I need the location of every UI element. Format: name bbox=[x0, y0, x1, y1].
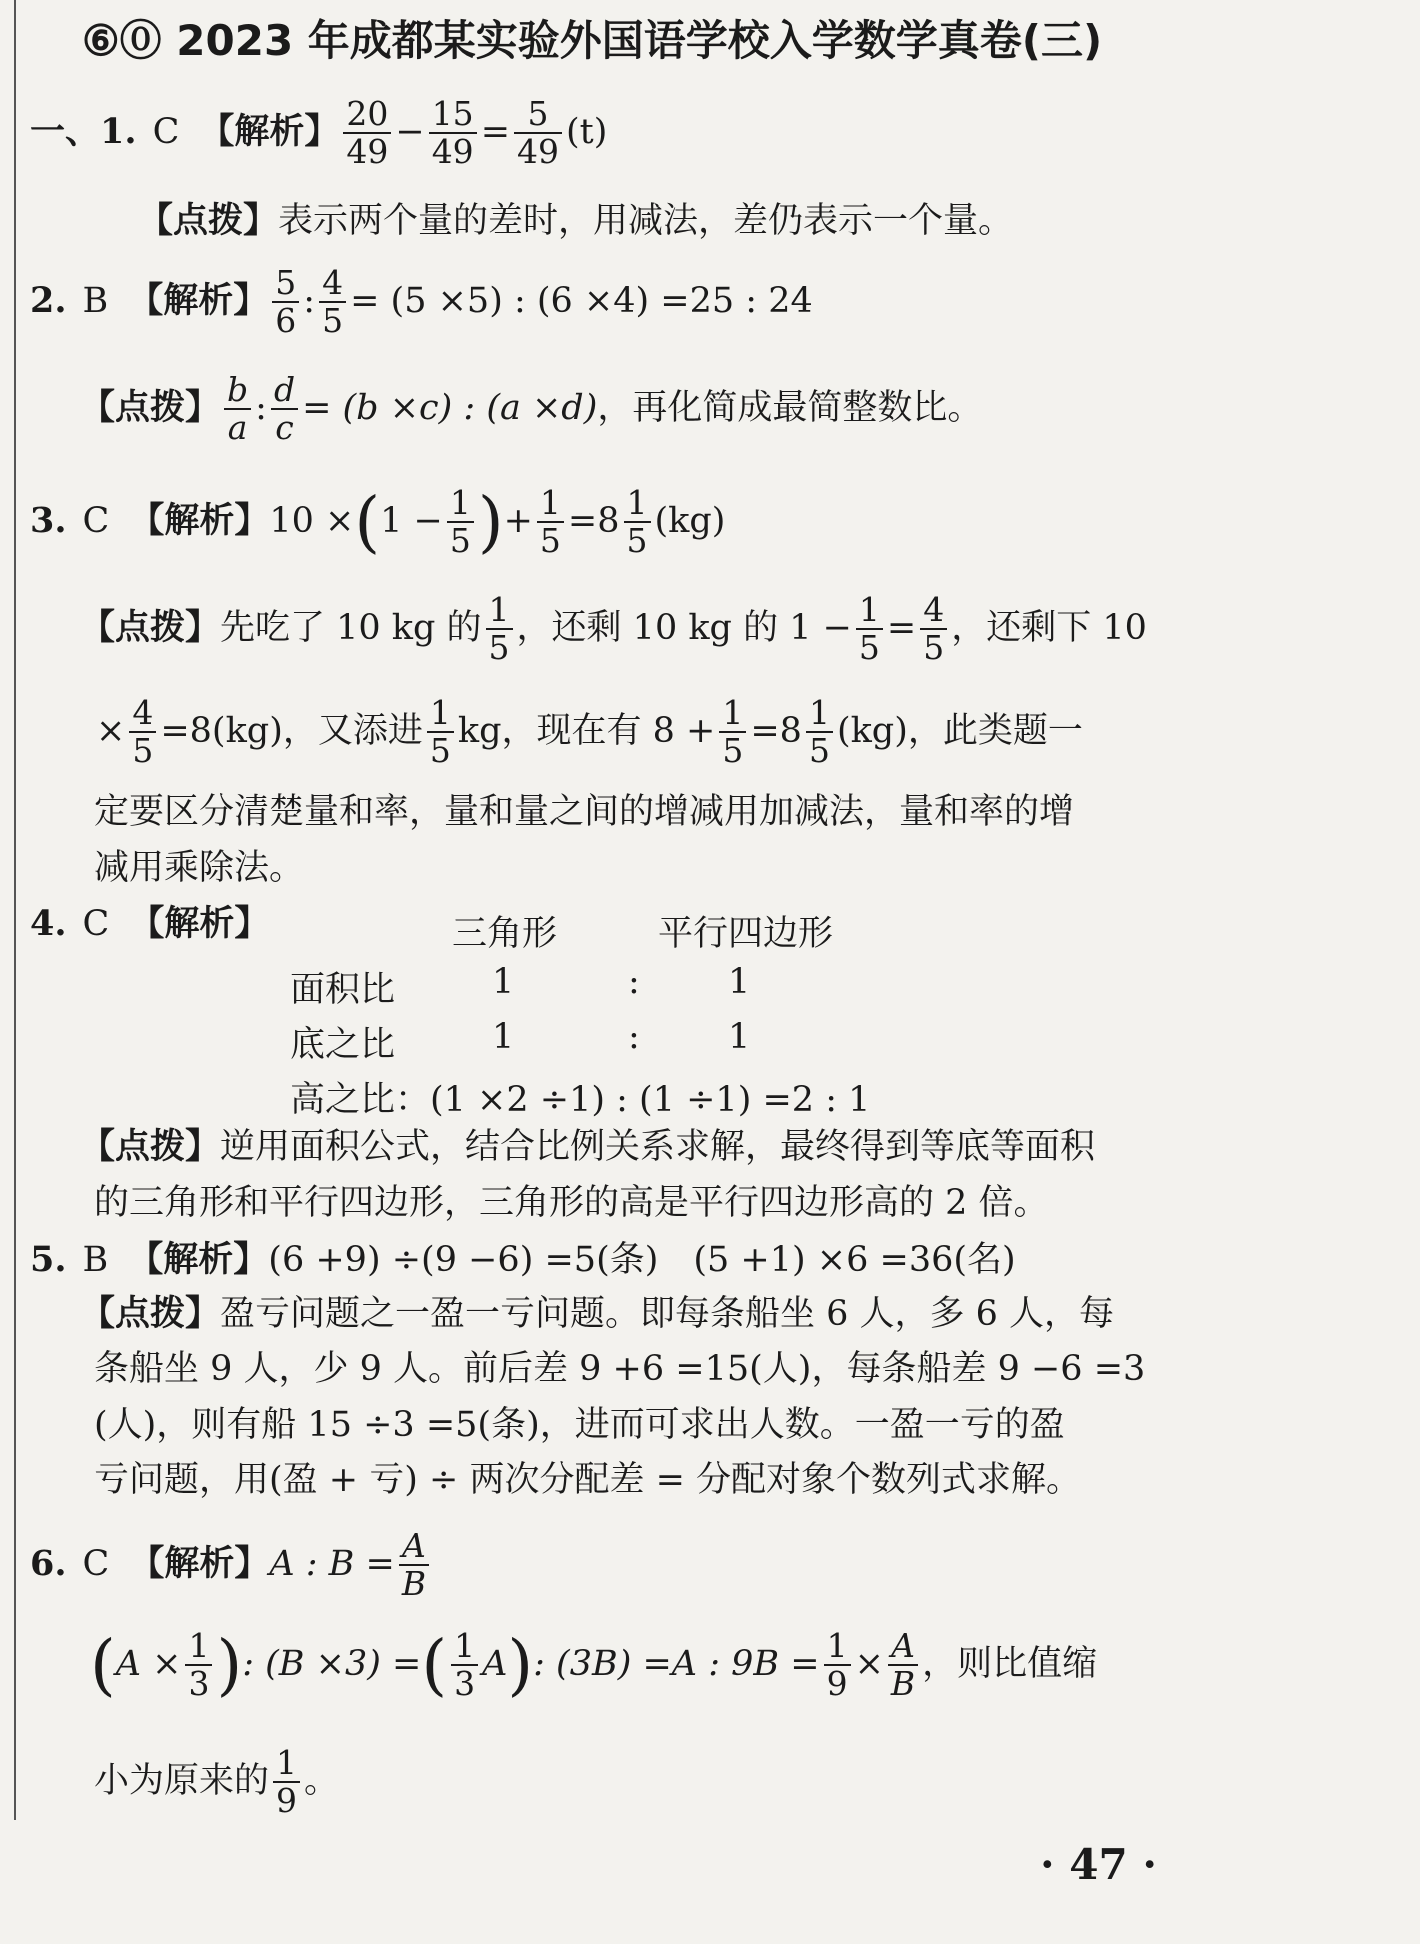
dianbo-label: 【点拨】 bbox=[80, 1294, 221, 1334]
operator: =8 bbox=[567, 500, 620, 541]
operator: + bbox=[503, 500, 533, 541]
q6-text: 。 bbox=[304, 1760, 340, 1801]
q4-row3: 高之比：(1 ×2 ÷1) : (1 ÷1) =2 : 1 bbox=[290, 1080, 871, 1120]
q6-text: ，则比值缩 bbox=[922, 1643, 1098, 1684]
q4-tip-text: 逆用面积公式，结合比例关系求解，最终得到等底等面积 bbox=[220, 1127, 1096, 1167]
q1-tip: 表示两个量的差时，用减法，差仍表示一个量。 bbox=[278, 201, 1014, 241]
operator: = bbox=[480, 111, 511, 152]
q3-answer-line: 3. C 【解析】10 ×(1 − $\frac{1}{5}$ )+ $\frac{1}{5}$ =8 $\frac{1}{5}$ (kg) bbox=[30, 483, 726, 561]
q4-row1-label: 面积比 bbox=[290, 970, 396, 1010]
q2-answer: B bbox=[82, 280, 109, 321]
dianbo-label: 【点拨】 bbox=[80, 387, 221, 428]
q3-answer: C bbox=[82, 500, 110, 541]
fraction: $\frac{1}{5}$ bbox=[486, 592, 513, 667]
q6-line-2: (A × $\frac{1}{3}$ ): (B ×3) =( $\frac{1}{3}$ A): (3B) =A : 9B = $\frac{1}{9}$ × $\frac{A}{B}$ ，则比值缩 bbox=[90, 1626, 1098, 1704]
fraction: $\frac{1}{9}$ bbox=[824, 1628, 851, 1703]
fraction: $\frac{1}{3}$ bbox=[185, 1628, 212, 1703]
q3-tip-text: 先吃了 10 kg 的 bbox=[220, 607, 482, 648]
fraction: $\frac{1}{5}$ bbox=[719, 695, 746, 770]
q1-answer: C bbox=[152, 111, 180, 152]
q4-row1-sep: : bbox=[628, 962, 640, 1002]
unit: (t) bbox=[566, 111, 608, 152]
q2-tip: ，再化简成最简整数比。 bbox=[597, 387, 983, 428]
operator: × bbox=[96, 710, 126, 751]
q2-expression: = (5 ×5) : (6 ×4) =25 : 24 bbox=[350, 280, 813, 321]
operator: − bbox=[395, 111, 425, 152]
q1-tip-line bbox=[138, 201, 1014, 241]
q3-tip-text: =8 bbox=[750, 710, 802, 751]
q3-tip-text: ，还剩 10 kg 的 1 − bbox=[516, 607, 852, 648]
q4-answer-line bbox=[30, 903, 270, 944]
fraction: $\frac{4}{5}$ bbox=[129, 695, 156, 770]
jiexi-label: 【解析】 bbox=[199, 111, 340, 152]
q3-tip-text: (kg)，此类题一 bbox=[836, 710, 1083, 751]
q4-row2-label: 底之比 bbox=[290, 1025, 396, 1065]
q3-number: 3. bbox=[30, 499, 67, 541]
fraction: $\frac{1}{5}$ bbox=[537, 485, 564, 560]
q1-number: 1. bbox=[100, 110, 137, 152]
q3-tip-line-2 bbox=[96, 695, 1083, 770]
q4-row1-b: 1 bbox=[728, 962, 751, 1002]
q5-answer: B bbox=[82, 1240, 109, 1280]
page-title bbox=[82, 8, 1102, 68]
q5-answer-line bbox=[30, 1239, 1016, 1280]
q4-tip-line-2: 的三角形和平行四边形，三角形的高是平行四边形高的 2 倍。 bbox=[94, 1183, 1049, 1223]
operator: : bbox=[255, 387, 267, 428]
q3-tip-text: =8(kg)，又添进 bbox=[160, 710, 423, 751]
fraction: $\frac{1}{5}$ bbox=[624, 485, 651, 560]
q3-tip-line-1 bbox=[80, 592, 1147, 667]
fraction: $\frac{1}{5}$ bbox=[427, 695, 454, 770]
fraction: $\frac{5}{6}$ bbox=[272, 265, 299, 340]
dianbo-label: 【点拨】 bbox=[80, 1127, 221, 1167]
q2-number: 2. bbox=[30, 279, 67, 321]
q6-text: 小为原来的 bbox=[94, 1760, 270, 1801]
jiexi-label: 【解析】 bbox=[129, 1543, 270, 1584]
operator: = bbox=[886, 607, 917, 648]
q6-expression: A : B = bbox=[269, 1543, 395, 1584]
q6-line-3 bbox=[94, 1745, 339, 1820]
fraction: $\frac{4}{5}$ bbox=[920, 592, 947, 667]
q4-col-triangle: 三角形 bbox=[452, 914, 558, 954]
q5-number: 5. bbox=[30, 1239, 67, 1280]
q4-row2-b: 1 bbox=[728, 1017, 751, 1057]
q3-tip-text: ，还剩下 10 bbox=[951, 607, 1147, 648]
q4-row2-a: 1 bbox=[492, 1017, 515, 1057]
q3-tip-text: kg，现在有 8 + bbox=[457, 710, 716, 751]
q2-tip-expression: = (b ×c) : (a ×d) bbox=[302, 387, 598, 428]
fraction: $\frac{1}{5}$ bbox=[856, 592, 883, 667]
jiexi-label: 【解析】 bbox=[129, 500, 270, 541]
q2-tip-line bbox=[80, 372, 982, 447]
q4-tip-line-1 bbox=[80, 1127, 1096, 1167]
q4-row1-a: 1 bbox=[492, 962, 515, 1002]
jiexi-label: 【解析】 bbox=[128, 280, 269, 321]
dianbo-label: 【点拨】 bbox=[80, 607, 221, 648]
title-text: 2023 年成都某实验外国语学校入学数学真卷(三) bbox=[176, 16, 1103, 65]
q3-tip-line-3: 定要区分清楚量和率，量和量之间的增减用加减法，量和率的增 bbox=[94, 792, 1075, 832]
q6-answer-line bbox=[30, 1528, 433, 1603]
fraction: $\frac{20}{49}$ bbox=[343, 96, 391, 171]
unit: (kg) bbox=[654, 500, 726, 541]
q5-tip-line-2: 条船坐 9 人，少 9 人。前后差 9 +6 =15(人)，每条船差 9 −6 =3 bbox=[94, 1349, 1146, 1389]
fraction: $\frac{A}{B}$ bbox=[399, 1528, 429, 1603]
expression-part: 10 × bbox=[269, 500, 355, 541]
q6-text: : (3B) =A : 9B = bbox=[533, 1643, 820, 1684]
q6-text: : (B ×3) = bbox=[242, 1643, 422, 1684]
q4-answer: C bbox=[82, 904, 110, 944]
fraction: $\frac{1}{5}$ bbox=[806, 695, 833, 770]
page-number: · 47 · bbox=[1040, 1840, 1157, 1889]
q3-tip-line-4: 减用乘除法。 bbox=[94, 848, 305, 888]
q4-number: 4. bbox=[30, 903, 67, 944]
fraction: $\frac{15}{49}$ bbox=[429, 96, 477, 171]
fraction: $\frac{4}{5}$ bbox=[319, 265, 346, 340]
q6-number: 6. bbox=[30, 1542, 67, 1584]
q5-expression: (6 +9) ÷(9 −6) =5(条) (5 +1) ×6 =36(名) bbox=[268, 1240, 1016, 1280]
fraction: $\frac{d}{c}$ bbox=[271, 372, 298, 447]
operator: : bbox=[303, 280, 316, 321]
expression-part: 1 − bbox=[380, 500, 443, 541]
operator: × bbox=[854, 1643, 884, 1684]
q5-tip-line-4: 亏问题，用(盈 + 亏) ÷ 两次分配差 = 分配对象个数列式求解。 bbox=[94, 1460, 1082, 1500]
fraction: $\frac{1}{3}$ bbox=[451, 1628, 478, 1703]
q6-text: A × bbox=[115, 1643, 182, 1684]
fraction: $\frac{1}{9}$ bbox=[273, 1745, 300, 1820]
q5-tip-text: 盈亏问题之一盈一亏问题。即每条船坐 6 人，多 6 人，每 bbox=[220, 1294, 1115, 1334]
fraction: $\frac{1}{5}$ bbox=[447, 485, 474, 560]
q6-text: A bbox=[482, 1643, 508, 1684]
page-edge-line bbox=[14, 0, 16, 1820]
q4-row2-sep: : bbox=[628, 1017, 640, 1057]
fraction: $\frac{b}{a}$ bbox=[224, 372, 251, 447]
q4-col-parallelogram: 平行四边形 bbox=[658, 914, 834, 954]
title-number: ⑥⓪ bbox=[82, 16, 162, 65]
q5-tip-line-3: (人)，则有船 15 ÷3 =5(条)，进而可求出人数。一盈一亏的盈 bbox=[94, 1405, 1065, 1445]
fraction: $\frac{5}{49}$ bbox=[514, 96, 562, 171]
fraction: $\frac{A}{B}$ bbox=[888, 1628, 918, 1703]
jiexi-label: 【解析】 bbox=[129, 904, 270, 944]
jiexi-label: 【解析】 bbox=[128, 1240, 269, 1280]
section-marker: 一、 bbox=[30, 110, 101, 152]
q1-answer-line bbox=[30, 96, 607, 171]
q2-answer-line bbox=[30, 265, 813, 340]
dianbo-label: 【点拨】 bbox=[138, 201, 279, 241]
q5-tip-line-1 bbox=[80, 1294, 1115, 1334]
q6-answer: C bbox=[82, 1543, 110, 1584]
